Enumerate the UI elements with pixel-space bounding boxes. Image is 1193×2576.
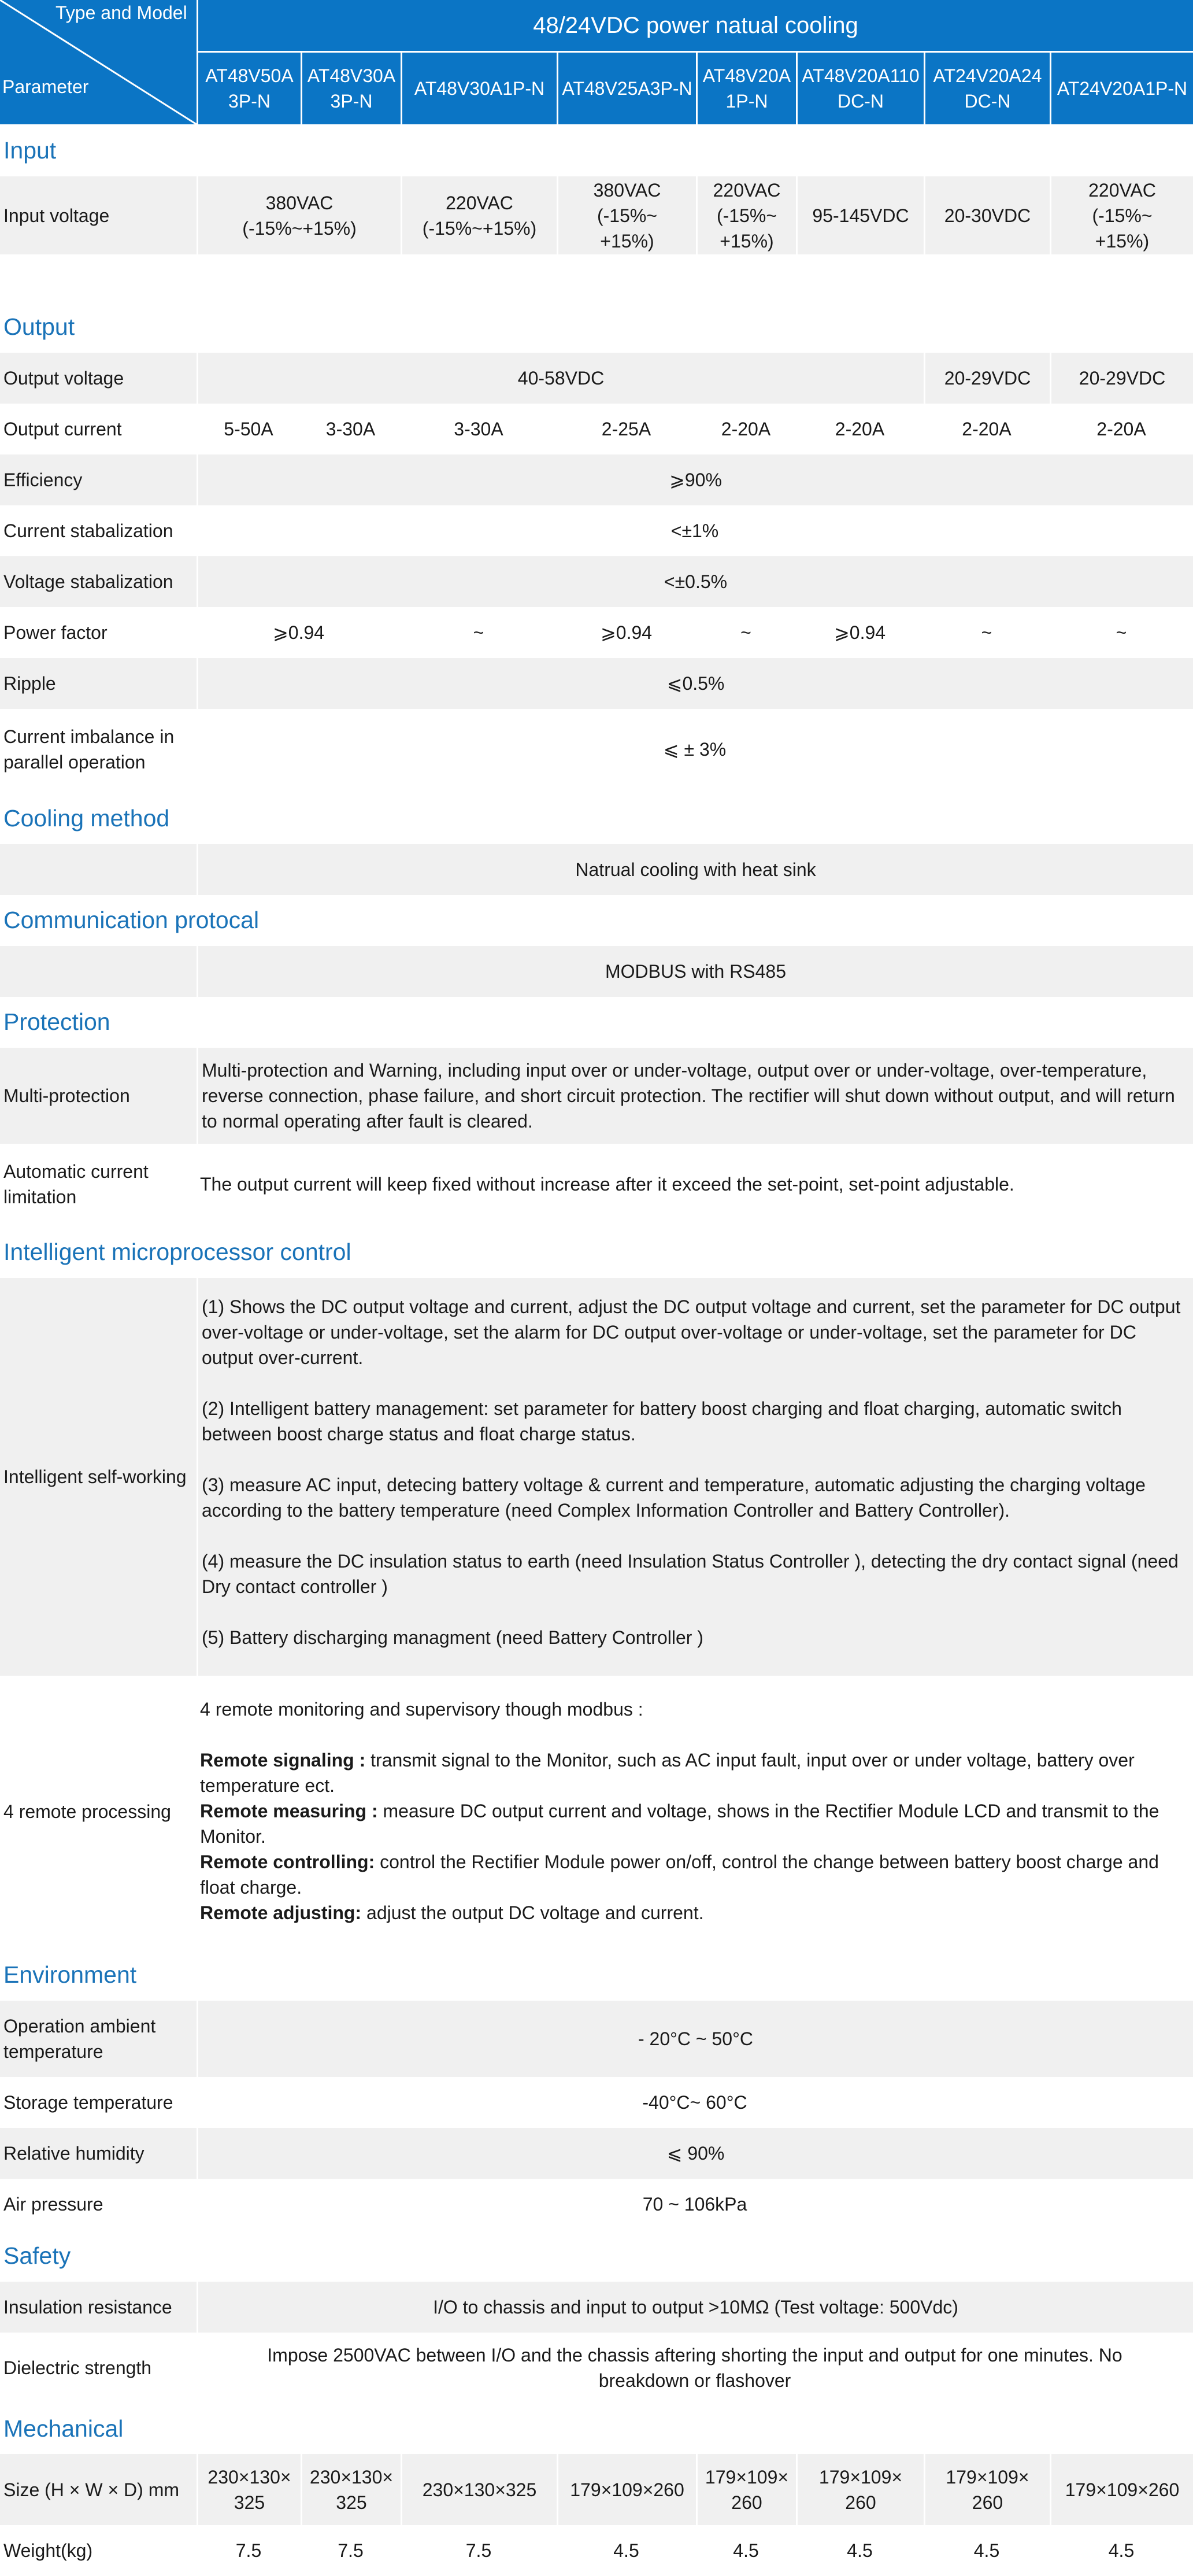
- model-col-3: AT48V30A1P-N: [401, 53, 557, 124]
- power-factor-7: ~: [1116, 622, 1127, 643]
- size-8: 179×109×260: [1050, 2454, 1193, 2525]
- remote-measuring-label: Remote measuring :: [200, 1801, 378, 1821]
- weight-label: Weight(kg): [3, 2540, 93, 2561]
- weight-7: 4.5: [973, 2540, 1000, 2561]
- power-factor-4: ~: [740, 622, 751, 643]
- output-current-1: 5-50A: [224, 419, 273, 439]
- multi-protection-label: Multi-protection: [3, 1085, 130, 1106]
- remote-signaling: [200, 1747, 1190, 1798]
- section-cooling: Cooling method: [3, 804, 170, 831]
- size-5: 179×109× 260: [696, 2454, 796, 2525]
- output-current-7: 2-20A: [962, 419, 1012, 439]
- model-col-5: AT48V20A 1P-N: [696, 53, 796, 124]
- power-factor-2: ~: [473, 622, 484, 643]
- remote-adjusting: [200, 1900, 1190, 1925]
- remote-signaling-text: transmit signal to the Monitor, such as AC input fault, input over or under voltage, battery over temperature ect.: [200, 1750, 1135, 1796]
- efficiency-value: ⩾90%: [197, 454, 1193, 505]
- imbalance-label: Current imbalance in parallel operation: [3, 726, 175, 773]
- size-2: 230×130× 325: [301, 2454, 401, 2525]
- output-current-3: 3-30A: [454, 419, 503, 439]
- size-6: 179×109× 260: [796, 2454, 924, 2525]
- size-7: 179×109× 260: [924, 2454, 1050, 2525]
- model-col-2: AT48V30A 3P-N: [301, 53, 401, 124]
- cooling-value: Natrual cooling with heat sink: [197, 844, 1193, 895]
- power-factor-3: ⩾0.94: [600, 622, 653, 643]
- size-4: 179×109×260: [557, 2454, 696, 2525]
- pressure-label: Air pressure: [3, 2194, 103, 2215]
- input-voltage-dc110: 95-145VDC: [796, 176, 924, 254]
- header-title: 48/24VDC power natual cooling: [197, 0, 1193, 51]
- power-factor-1: ⩾0.94: [272, 622, 325, 643]
- humidity-label: Relative humidity: [3, 2143, 145, 2164]
- self-working-item-4: (4) measure the DC insulation status to earth (need Insulation Status Controller ), detecting the dry contact signal (need Dry contact controller ): [202, 1551, 1179, 1597]
- input-voltage-380-3p: 380VAC (-15%~+15%): [197, 176, 401, 254]
- dielectric-label: Dielectric strength: [3, 2357, 152, 2378]
- remote-controlling: [200, 1849, 1190, 1900]
- model-col-8: AT24V20A1P-N: [1050, 53, 1193, 124]
- storage-temp-value: -40°C~ 60°C: [642, 2092, 747, 2113]
- remote-controlling-text: control the Rectifier Module power on/off, control the change between battery boost charge and float charge.: [200, 1851, 1159, 1898]
- self-working-item-3: (3) measure AC input, detecing battery voltage & current and temperature, automatic adjusting the charging voltage according to the battery temperature (need Complex Information Controller and Battery Controller).: [202, 1474, 1146, 1521]
- insulation-label: Insulation resistance: [3, 2297, 172, 2318]
- efficiency-label: Efficiency: [3, 470, 83, 490]
- voltage-stab-value: <±0.5%: [197, 556, 1193, 607]
- self-working-item-1: (1) Shows the DC output voltage and current, adjust the DC output voltage and current, set the parameter for DC output over-voltage or under-voltage, set the alarm for DC output over-voltage or under-voltage, set the parameter for DC output over-current.: [202, 1296, 1181, 1368]
- self-working-label: Intelligent self-working: [3, 1466, 187, 1487]
- header-parameter: Parameter: [2, 76, 89, 97]
- power-factor-label: Power factor: [3, 622, 108, 643]
- auto-current-label: Automatic current limitation: [3, 1161, 149, 1207]
- section-input: Input: [3, 136, 57, 164]
- input-voltage-380-25a: 380VAC (-15%~ +15%): [557, 176, 696, 254]
- self-working-value: [197, 1278, 1193, 1676]
- section-mechanical: Mechanical: [3, 2415, 124, 2442]
- communication-value: MODBUS with RS485: [197, 946, 1193, 997]
- input-voltage-dc24: 20-30VDC: [924, 176, 1050, 254]
- remote-measuring: [200, 1798, 1190, 1849]
- weight-6: 4.5: [847, 2540, 873, 2561]
- model-col-7: AT24V20A24 DC-N: [924, 53, 1050, 124]
- section-safety: Safety: [3, 2242, 71, 2269]
- output-current-8: 2-20A: [1096, 419, 1146, 439]
- weight-4: 4.5: [613, 2540, 639, 2561]
- multi-protection-value: Multi-protection and Warning, including input over or under-voltage, output over or under-voltage, over-temperature, reverse connection, phase failure, and short circuit protection. The rectifier will shut down without output, and will return to normal operating after fault is cleared.: [197, 1048, 1193, 1144]
- self-working-item-5: (5) Battery discharging managment (need Battery Controller ): [202, 1627, 703, 1648]
- output-current-label: Output current: [3, 419, 122, 439]
- remote-intro: 4 remote monitoring and supervisory though modbus :: [200, 1699, 643, 1720]
- ripple-value: ⩽0.5%: [197, 658, 1193, 709]
- section-communication: Communication protocal: [3, 906, 260, 933]
- size-1: 230×130× 325: [197, 2454, 301, 2525]
- remote-adjusting-label: Remote adjusting:: [200, 1902, 362, 1923]
- remote-measuring-text: measure DC output current and voltage, shows in the Rectifier Module LCD and transmit to the Monitor.: [200, 1801, 1159, 1847]
- ripple-label: Ripple: [3, 673, 56, 694]
- self-working-item-2: (2) Intelligent battery management: set parameter for battery boost charging and float charging, automatic switch between boost charge status and float charge status.: [202, 1398, 1122, 1444]
- header-type-model: Type and Model: [55, 2, 187, 23]
- output-current-5: 2-20A: [721, 419, 771, 439]
- output-voltage-24v-ac: 20-29VDC: [1050, 353, 1193, 404]
- model-col-4: AT48V25A3P-N: [557, 53, 696, 124]
- output-voltage-24v-dc: 20-29VDC: [924, 353, 1050, 404]
- storage-temp-label: Storage temperature: [3, 2092, 173, 2113]
- weight-1: 7.5: [235, 2540, 262, 2561]
- output-current-2: 3-30A: [325, 419, 376, 439]
- voltage-stab-label: Voltage stabalization: [3, 571, 173, 592]
- section-environment: Environment: [3, 1961, 137, 1988]
- dielectric-value: Impose 2500VAC between I/O and the chassis aftering shorting the input and output for one minutes. No breakdown or flashover: [267, 2345, 1122, 2391]
- op-temp-value: - 20°C ~ 50°C: [197, 2001, 1193, 2077]
- weight-5: 4.5: [733, 2540, 759, 2561]
- output-voltage-label: Output voltage: [3, 368, 124, 389]
- input-voltage-24v-1p: 220VAC (-15%~ +15%): [1050, 176, 1193, 254]
- remote-adjusting-text: adjust the output DC voltage and current.: [361, 1902, 704, 1923]
- pressure-value: 70 ~ 106kPa: [642, 2194, 747, 2215]
- op-temp-label: Operation ambient temperature: [3, 2016, 156, 2062]
- auto-current-value: The output current will keep fixed without increase after it exceed the set-point, set-point adjustable.: [200, 1174, 1014, 1195]
- input-voltage-label: Input voltage: [3, 205, 110, 226]
- output-current-4: 2-25A: [601, 419, 651, 439]
- current-stab-label: Current stabalization: [3, 520, 173, 541]
- output-voltage-48v: 40-58VDC: [197, 353, 924, 404]
- model-col-6: AT48V20A110 DC-N: [796, 53, 924, 124]
- power-factor-5: ⩾0.94: [833, 622, 886, 643]
- weight-3: 7.5: [465, 2540, 492, 2561]
- input-voltage-220-1p: 220VAC (-15%~+15%): [401, 176, 557, 254]
- remote-label: 4 remote processing: [3, 1801, 171, 1822]
- remote-signaling-label: Remote signaling :: [200, 1750, 366, 1771]
- model-col-1: AT48V50A 3P-N: [197, 53, 301, 124]
- weight-8: 4.5: [1108, 2540, 1135, 2561]
- imbalance-value: ⩽ ± 3%: [663, 739, 727, 760]
- remote-value: [197, 1676, 1193, 1947]
- insulation-value: I/O to chassis and input to output >10MΩ (Test voltage: 500Vdc): [197, 2282, 1193, 2333]
- power-factor-6: ~: [981, 622, 992, 643]
- input-voltage-220-20a: 220VAC (-15%~ +15%): [696, 176, 796, 254]
- section-protection: Protection: [3, 1008, 110, 1035]
- output-current-6: 2-20A: [835, 419, 885, 439]
- size-3: 230×130×325: [401, 2454, 557, 2525]
- humidity-value: ⩽ 90%: [197, 2128, 1193, 2179]
- section-output: Output: [3, 313, 75, 340]
- current-stab-value: <±1%: [670, 520, 719, 541]
- remote-controlling-label: Remote controlling:: [200, 1851, 375, 1872]
- size-label: Size (H × W × D) mm: [3, 2479, 180, 2500]
- weight-2: 7.5: [338, 2540, 364, 2561]
- section-intelligent: Intelligent microprocessor control: [3, 1238, 351, 1265]
